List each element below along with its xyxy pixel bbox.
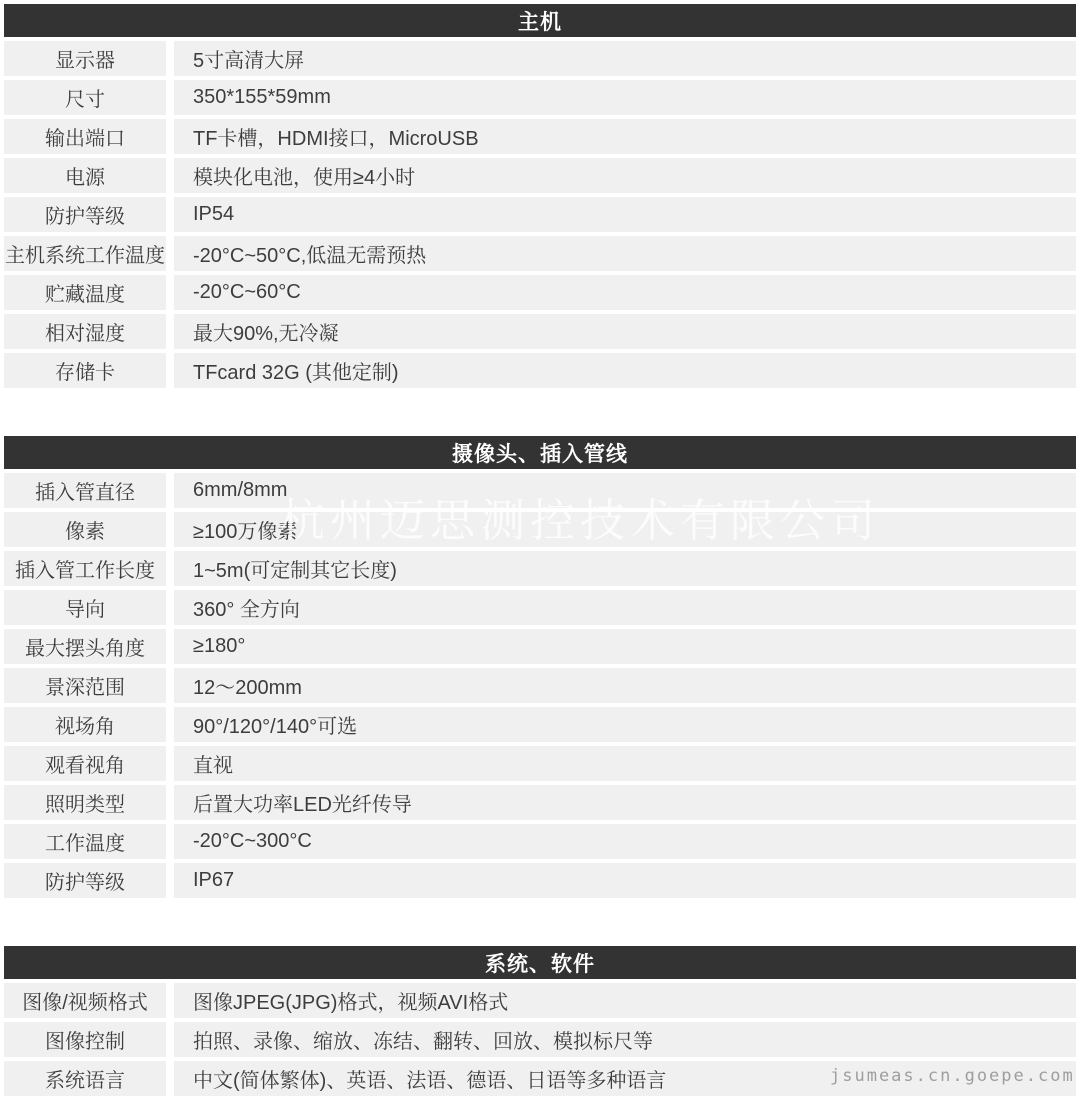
row-label: 观看视角 [4,746,166,781]
row-label: 像素 [4,512,166,547]
row-label: 导向 [4,590,166,625]
row-value: 拍照、录像、缩放、冻结、翻转、回放、模拟标尺等 [174,1022,1076,1057]
table-row [4,668,1076,703]
row-label: 存储卡 [4,353,166,388]
table-row [4,236,1076,271]
row-label: 图像控制 [4,1022,166,1057]
row-label: 视场角 [4,707,166,742]
section-title: 摄像头、插入管线 [452,442,628,466]
row-label: 相对湿度 [4,314,166,349]
row-value: 12～200mm [174,668,1076,703]
row-label: 工作温度 [4,824,166,859]
row-value: ≥180° [174,629,1076,664]
table-row [4,785,1076,820]
row-label: 主机系统工作温度 [4,236,166,271]
row-value: 图像JPEG(JPG)格式，视频AVI格式 [174,983,1076,1018]
section-header-camera-probe [4,436,1076,469]
row-label: 照明类型 [4,785,166,820]
row-value: -20°C~300°C [174,824,1076,859]
table-row [4,314,1076,349]
table-row [4,1022,1076,1057]
row-label: 系统语言 [4,1061,166,1096]
section-host [4,4,1076,388]
row-value: 最大90%,无冷凝 [174,314,1076,349]
table-row [4,551,1076,586]
row-value: 后置大功率LED光纤传导 [174,785,1076,820]
table-row [4,353,1076,388]
company-watermark: 杭州迈思测控技术有限公司 [280,495,881,546]
row-value: 1~5m(可定制其它长度) [174,551,1076,586]
table-row [4,41,1076,76]
table-row [4,275,1076,310]
row-value: 90°/120°/140°可选 [174,707,1076,742]
section-header-host [4,4,1076,37]
row-value: -20°C~50°C,低温无需预热 [174,236,1076,271]
table-row [4,707,1076,742]
table-row [4,158,1076,193]
row-label: 显示器 [4,41,166,76]
row-label: 插入管直径 [4,473,166,508]
row-value: IP54 [174,197,1076,232]
row-value: 350*155*59mm [174,80,1076,115]
table-row [4,80,1076,115]
section-camera-probe [4,436,1076,898]
row-label: 输出端口 [4,119,166,154]
row-value: 直视 [174,746,1076,781]
url-watermark: jsumeas.cn.goepe.com [830,1066,1075,1086]
table-row [4,1061,1076,1096]
row-value: -20°C~60°C [174,275,1076,310]
table-row [4,119,1076,154]
table-row [4,512,1076,547]
row-label: 尺寸 [4,80,166,115]
table-row [4,983,1076,1018]
row-value: TF卡槽，HDMI接口，MicroUSB [174,119,1076,154]
table-row [4,590,1076,625]
row-value: 6mm/8mm [174,473,1076,508]
row-value: ≥100万像素 [174,512,1076,547]
row-value: 5寸高清大屏 [174,41,1076,76]
section-system-software [4,946,1076,1096]
section-title: 系统、软件 [485,952,595,976]
row-label: 最大摆头角度 [4,629,166,664]
row-label: 防护等级 [4,197,166,232]
row-label: 景深范围 [4,668,166,703]
row-value: 中文(简体繁体)、英语、法语、德语、日语等多种语言 [174,1061,1076,1096]
section-header-system-software [4,946,1076,979]
row-label: 防护等级 [4,863,166,898]
section-title: 主机 [518,10,562,34]
table-row [4,473,1076,508]
row-label: 插入管工作长度 [4,551,166,586]
row-value: 360° 全方向 [174,590,1076,625]
row-value: 模块化电池，使用≥4小时 [174,158,1076,193]
table-row [4,824,1076,859]
table-row [4,863,1076,898]
table-row [4,629,1076,664]
row-label: 贮藏温度 [4,275,166,310]
row-value: IP67 [174,863,1076,898]
row-value: TFcard 32G (其他定制) [174,353,1076,388]
row-label: 图像/视频格式 [4,983,166,1018]
spec-tables [4,4,1076,1096]
row-label: 电源 [4,158,166,193]
table-row [4,197,1076,232]
table-row [4,746,1076,781]
